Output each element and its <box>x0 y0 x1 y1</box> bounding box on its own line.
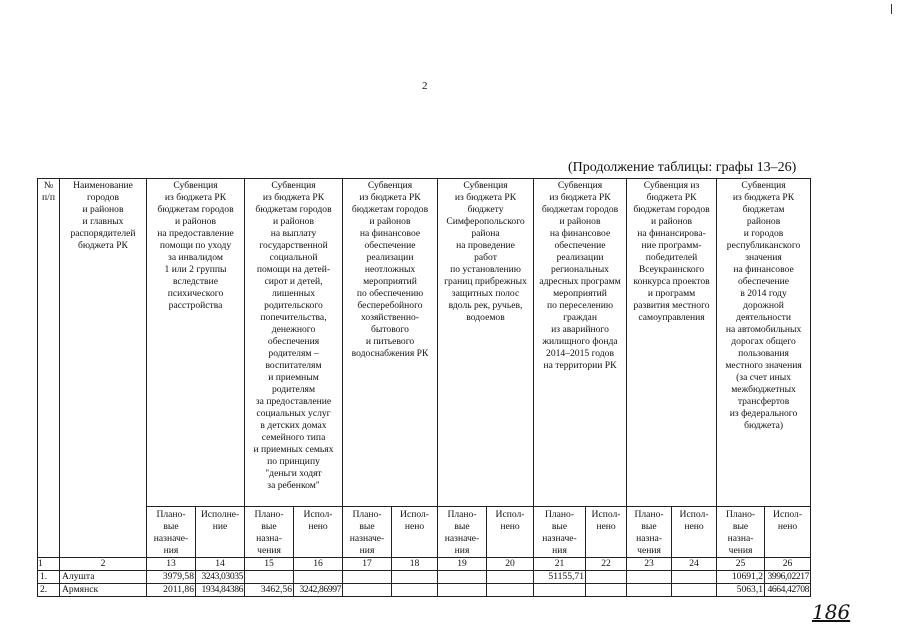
header-group-25-26 <box>717 179 811 507</box>
table-cell <box>586 583 627 596</box>
header-line: Симферопольского <box>446 215 525 227</box>
header-line: вые <box>454 520 470 532</box>
scan-edge-mark <box>891 4 892 14</box>
header-line: чения <box>728 544 753 556</box>
header-line: ния <box>552 544 567 556</box>
header-line: нено <box>404 520 425 532</box>
header-line: ния <box>163 544 179 556</box>
table-cell: 3242,86997 <box>294 583 343 596</box>
header-line: помощи на детей- <box>256 263 331 275</box>
header-line: из бюджета РК <box>454 191 517 203</box>
row-name: Армянск <box>60 583 147 596</box>
table-cell <box>672 583 717 596</box>
header-line: и районов <box>82 203 124 215</box>
table-cell: 5063,1 <box>717 583 765 596</box>
header-line: нено <box>596 520 616 532</box>
column-number-26: 26 <box>765 557 811 570</box>
header-group-23-24 <box>627 179 717 507</box>
header-line: и районов <box>369 215 411 227</box>
exec-header-24 <box>672 507 717 558</box>
header-line: расстройства <box>168 299 223 311</box>
table-cell: 3243,03035 <box>196 570 245 583</box>
header-line: конкурса проектов <box>633 275 710 287</box>
plan-header-21 <box>534 507 586 558</box>
header-group-13-14 <box>147 179 245 507</box>
header-line: работ <box>474 251 497 263</box>
table-cell <box>294 570 343 583</box>
header-line: из бюджета РК <box>549 191 611 203</box>
table-row <box>38 570 811 583</box>
header-line: назначе- <box>542 532 577 544</box>
header-line: деятельности <box>736 311 791 323</box>
header-line: района <box>471 227 500 239</box>
header-line: ния <box>454 544 470 556</box>
header-line: Субвенция <box>367 180 413 191</box>
header-line: родителям – <box>268 347 319 359</box>
header-line: Субвенция <box>173 180 218 191</box>
subvention-table <box>37 178 811 597</box>
column-number-16: 16 <box>294 557 343 570</box>
header-line: нено <box>684 520 704 532</box>
header-line: 2014–2015 годов <box>546 347 615 359</box>
header-line: республиканского <box>726 239 801 251</box>
table-cell <box>392 570 438 583</box>
header-line: и районов <box>651 215 693 227</box>
header-line: местного значения <box>725 359 802 371</box>
header-line: чения <box>637 544 661 556</box>
header-line: Испол- <box>495 509 525 520</box>
header-line: региональных <box>551 263 609 275</box>
header-name <box>60 179 147 558</box>
handwritten-page-number: 186 <box>812 600 851 624</box>
plan-header-15 <box>245 507 294 558</box>
table-cell: 1934,84386 <box>196 583 245 596</box>
header-line: дорогах общего <box>731 335 796 347</box>
header-line: границ прибрежных <box>444 275 527 287</box>
header-line: Испол- <box>303 509 333 520</box>
header-line: победителей <box>645 251 698 263</box>
header-line: на финансовое <box>733 263 794 275</box>
table-cell <box>438 583 487 596</box>
header-line: и программ <box>647 287 696 299</box>
header-line: из бюджета РК <box>732 191 795 203</box>
header-line: вые <box>359 520 375 532</box>
column-number-19: 19 <box>438 557 487 570</box>
header-line: сирот и детей, <box>264 275 323 287</box>
column-number-23: 23 <box>627 557 672 570</box>
row-number: 2. <box>38 583 60 596</box>
header-line: бытового <box>371 323 409 335</box>
header-group-15-16 <box>245 179 343 507</box>
header-line: граждан <box>563 311 597 323</box>
header-line: Субвенция <box>271 180 316 191</box>
header-line: Субвенция из <box>643 180 700 191</box>
header-line: денежного <box>271 323 316 335</box>
header-line: назна- <box>727 532 754 544</box>
header-line: обеспечение <box>364 239 416 251</box>
header-line: ние <box>212 520 228 532</box>
header-line: бесперебойного <box>357 299 423 311</box>
column-number-24: 24 <box>672 557 717 570</box>
exec-header-14 <box>196 507 245 558</box>
header-line: 1 или 2 группы <box>164 263 227 275</box>
exec-header-16 <box>294 507 343 558</box>
header-line: хозяйственно- <box>361 311 420 323</box>
plan-header-23 <box>627 507 672 558</box>
header-line: на финансирова- <box>637 227 706 239</box>
exec-header-20 <box>487 507 534 558</box>
header-line: (за счет иных <box>736 371 791 383</box>
header-line: за инвалидом <box>168 251 223 263</box>
column-number-row <box>38 557 811 570</box>
plan-header-25 <box>717 507 765 558</box>
table-cell <box>392 583 438 596</box>
header-line: из аварийного <box>551 323 609 335</box>
row-number: 1. <box>38 570 60 583</box>
header-line: водоемов <box>466 311 505 323</box>
header-line: вследствие <box>173 275 218 287</box>
header-line: бюджетам городов <box>351 203 429 215</box>
table-cell <box>343 570 392 583</box>
header-group-17-18 <box>343 179 438 507</box>
exec-header-26 <box>765 507 811 558</box>
header-line: городов <box>86 191 120 203</box>
header-line: жилищного фонда <box>542 335 618 347</box>
column-number-22: 22 <box>586 557 627 570</box>
header-line: трансфертов <box>737 395 790 407</box>
table-row <box>38 583 811 596</box>
header-line: бюджету <box>467 203 504 215</box>
header-line: Субвенция <box>557 180 603 191</box>
header-line: из бюджета РК <box>359 191 421 203</box>
table-cell <box>343 583 392 596</box>
table-cell <box>627 570 672 583</box>
header-line: защитных полос <box>451 287 520 299</box>
header-line: вые <box>732 520 749 532</box>
row-name: Алушта <box>60 570 147 583</box>
header-line: Плано- <box>352 509 382 520</box>
header-line: ния <box>359 544 375 556</box>
header-line: и приемных семьях <box>253 443 334 455</box>
header-line: попечительства, <box>260 311 327 323</box>
header-line: Плано- <box>634 509 664 520</box>
header-line: адресных программ <box>539 275 621 287</box>
header-line: Субвенция <box>741 180 786 191</box>
continuation-caption: (Продолжение таблицы: графы 13–26) <box>568 160 797 175</box>
column-number-25: 25 <box>717 557 765 570</box>
header-line: "деньги ходят <box>265 467 322 479</box>
header-line: Всеукраинского <box>638 263 705 275</box>
header-line: на финансовое <box>549 227 611 239</box>
table-cell: 3996,02217 <box>765 570 811 583</box>
header-line: за ребенком" <box>267 479 320 491</box>
header-line: вые <box>261 520 277 532</box>
header-group-21-22 <box>534 179 627 507</box>
table-cell <box>487 570 534 583</box>
table-cell <box>627 583 672 596</box>
header-line: № <box>43 180 54 191</box>
header-line: Субвенция <box>463 180 508 191</box>
header-line: мероприятий <box>553 287 607 299</box>
header-line: Испол- <box>400 509 429 520</box>
header-line: бюджета РК <box>78 239 128 251</box>
header-line: за предоставление <box>255 395 332 407</box>
header-line: вые <box>551 520 568 532</box>
header-line: на финансовое <box>359 227 421 239</box>
column-number-1: 1 <box>38 557 60 570</box>
header-line: реализации <box>556 251 604 263</box>
header-line: развития местного <box>633 299 710 311</box>
header-line: семейного типа <box>261 431 326 443</box>
table-cell: 3979,58 <box>147 570 196 583</box>
plan-header-17 <box>343 507 392 558</box>
header-line: на предоставление <box>157 227 234 239</box>
header-line: ние программ- <box>641 239 702 251</box>
table-cell <box>487 583 534 596</box>
header-line: бюджетам городов <box>633 203 710 215</box>
column-number-2: 2 <box>60 557 147 570</box>
header-line: психического <box>167 287 224 299</box>
header-line: бюджета) <box>744 419 784 431</box>
header-line: назначе- <box>349 532 385 544</box>
column-number-17: 17 <box>343 557 392 570</box>
header-no <box>38 179 60 558</box>
table-cell <box>534 583 586 596</box>
header-line: реализации <box>366 251 414 263</box>
header-line: назначе- <box>153 532 189 544</box>
plan-header-13 <box>147 507 196 558</box>
header-line: вдоль рек, ручьев, <box>448 299 523 311</box>
header-line: по принципу <box>267 455 320 467</box>
column-number-18: 18 <box>392 557 438 570</box>
header-line: в 2014 году <box>740 287 787 299</box>
header-line: государственной <box>259 239 328 251</box>
header-line: вые <box>163 520 179 532</box>
header-line: бюджетам городов <box>157 203 234 215</box>
header-line: бюджетам городов <box>255 203 332 215</box>
header-line: из бюджета РК <box>164 191 227 203</box>
header-line: в детских домах <box>260 419 327 431</box>
header-line: по установлению <box>450 263 521 275</box>
header-line: и районов <box>175 215 216 227</box>
header-line: Плано- <box>544 509 575 520</box>
header-line: по переселению <box>546 299 614 311</box>
header-line: и районов <box>273 215 314 227</box>
header-line: родителям <box>271 383 316 395</box>
header-line: нено <box>500 520 520 532</box>
header-line: социальной <box>269 251 318 263</box>
header-line: значения <box>745 251 782 263</box>
header-line: районов <box>746 215 781 227</box>
header-line: мероприятий <box>363 275 417 287</box>
header-line: дорожной <box>743 299 784 311</box>
exec-header-18 <box>392 507 438 558</box>
header-line: водоснабжения РК <box>351 347 429 359</box>
header-line: Испол- <box>679 509 709 520</box>
header-line: Исполне- <box>200 509 240 520</box>
header-line: и питьевого <box>365 335 415 347</box>
header-line: обеспечения <box>267 335 320 347</box>
header-line: Плано- <box>447 509 477 520</box>
header-line: пользования <box>738 347 789 359</box>
header-line: родительского <box>264 299 323 311</box>
header-line: бюджетам <box>742 203 785 215</box>
table-cell: 4664,42708 <box>765 583 811 596</box>
header-line: и городов <box>743 227 784 239</box>
header-line: назна- <box>636 532 662 544</box>
header-line: нено <box>777 520 798 532</box>
table-cell <box>245 570 294 583</box>
page-number: 2 <box>422 80 428 92</box>
table-cell <box>438 570 487 583</box>
header-line: назначе- <box>444 532 480 544</box>
table-cell <box>586 570 627 583</box>
header-line: на проведение <box>456 239 515 251</box>
header-line: Плано- <box>725 509 756 520</box>
column-number-20: 20 <box>487 557 534 570</box>
header-line: распорядителей <box>70 227 136 239</box>
header-group-19-20 <box>438 179 534 507</box>
header-line: бюджетам городов <box>541 203 619 215</box>
table-cell: 3462,56 <box>245 583 294 596</box>
header-line: и главных <box>82 215 124 227</box>
header-line: назна- <box>256 532 282 544</box>
table-cell: 2011,86 <box>147 583 196 596</box>
exec-header-22 <box>586 507 627 558</box>
header-line: на выплату <box>270 227 317 239</box>
header-line: обеспечение <box>554 239 606 251</box>
header-line: нено <box>308 520 328 532</box>
header-line: неотложных <box>364 263 416 275</box>
header-line: на территории РК <box>543 359 617 371</box>
plan-header-19 <box>438 507 487 558</box>
header-line: вые <box>641 520 657 532</box>
table-cell <box>672 570 717 583</box>
header-line: самоуправления <box>638 311 705 323</box>
header-line: Плано- <box>254 509 284 520</box>
header-line: и приемным <box>268 371 319 383</box>
header-line: из федерального <box>729 407 798 419</box>
header-line: воспитателям <box>265 359 322 371</box>
header-line: Наименование <box>73 180 133 191</box>
header-line: Испол- <box>773 509 803 520</box>
header-line: социальных услуг <box>256 407 331 419</box>
header-line: межбюджетных <box>731 383 796 395</box>
header-line: по обеспечению <box>356 287 424 299</box>
header-line: обеспечение <box>738 275 790 287</box>
header-line: чения <box>257 544 281 556</box>
header-line: на автомобильных <box>725 323 802 335</box>
header-line: лишенных <box>271 287 316 299</box>
table-cell: 10691,2 <box>717 570 765 583</box>
header-line: Плано- <box>156 509 186 520</box>
header-line: и районов <box>559 215 601 227</box>
column-number-13: 13 <box>147 557 196 570</box>
header-line: из бюджета РК <box>262 191 325 203</box>
column-number-21: 21 <box>534 557 586 570</box>
header-line: помощи по уходу <box>159 239 232 251</box>
header-line: бюджета РК <box>646 191 697 203</box>
header-line: Испол- <box>591 509 621 520</box>
column-number-14: 14 <box>196 557 245 570</box>
table-cell: 51155,71 <box>534 570 586 583</box>
column-number-15: 15 <box>245 557 294 570</box>
header-line: п/п <box>42 191 55 203</box>
